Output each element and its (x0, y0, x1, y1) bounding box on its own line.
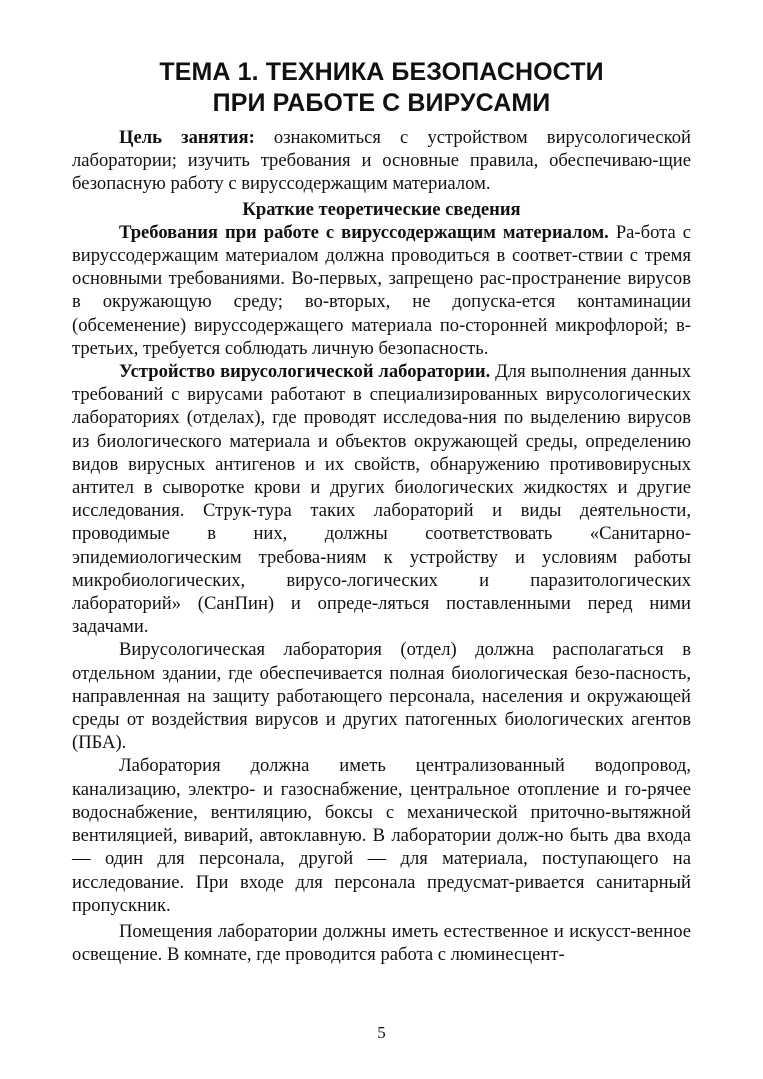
lab-utilities-paragraph: Лаборатория должна иметь централизованный водопровод, канализацию, электро- и газоснабжение, центральное отопление и го-рячее водоснабжение, вентиляцию, боксы с механической приточно-вытяжной вентиляцией, виварий, автоклавную. В лаборатории долж-но быть два входа — один для персонала, другой — для материала, поступающего на исследование. При входе для персонала предусмат-ривается санитарный пропускник. (72, 755, 691, 916)
page-title (72, 57, 691, 119)
lab-structure-paragraph (72, 360, 691, 638)
lab-lighting-paragraph: Помещения лаборатории должны иметь естественное и искусст-венное освещение. В комнате, где проводится работа с люминесцент- (72, 920, 691, 966)
goal-paragraph (72, 126, 691, 196)
requirements-label: Требования при работе с вируссодержащим материалом. (119, 221, 609, 243)
goal-label: Цель занятия: (119, 127, 255, 148)
title-line-2: ПРИ РАБОТЕ С ВИРУСАМИ (212, 89, 551, 117)
page-number: 5 (377, 1023, 386, 1042)
lab-structure-text: Для выполнения данных требований с вирусами работают в специализированных вирусологических лабораториях (отделах), где проводят исследова-ния по выделению вирусов из биологического материала и объектов окружающей среды, определению видов вирусных антигенов и их свойств, обнаружению противовирусных антител в сыворотке крови и других биологических жидкостях и другие исследования. Струк-тура таких лабораторий и виды деятельности, проводимые в них, должны соответствовать «Санитарно-эпидемиологическим требова-ниям к устройству и условиям работы микробиологических, вирусо-логических и паразитологических лабораторий» (СанПин) и опреде-ляться поставленными перед ними задачами. (72, 361, 691, 638)
title-line-1: ТЕМА 1. ТЕХНИКА БЕЗОПАСНОСТИ (159, 58, 604, 86)
requirements-text: Ра-бота с вируссодержащим материалом должна проводиться в соответ-ствии с тремя основными требованиями. Во-первых, запрещено рас-пространение вирусов в окружающую среду; во-вторых, не допуска-ется контаминации (обсеменение) вируссодержащего материала по-сторонней микрофлорой; в-третьих, требуется соблюдать личную безопасность. (72, 221, 691, 359)
requirements-paragraph (72, 221, 691, 360)
lab-location-paragraph: Вирусологическая лаборатория (отдел) должна располагаться в отдельном здании, где обеспечивается полная биологическая безо-пасность, направленная на защиту работающего персонала, населения и окружающей среды от воздействия вирусов и других патогенных биологических агентов (ПБА). (72, 639, 691, 754)
goal-text: ознакомиться с устройством вирусологической лаборатории; изучить требования и основные правила, обеспечиваю-щие безопасную работу с вируссодержащим материалом. (72, 127, 691, 195)
section-heading: Краткие теоретические сведения (242, 198, 521, 220)
lab-structure-label: Устройство вирусологической лаборатории. (119, 361, 491, 383)
body-text (72, 126, 691, 966)
